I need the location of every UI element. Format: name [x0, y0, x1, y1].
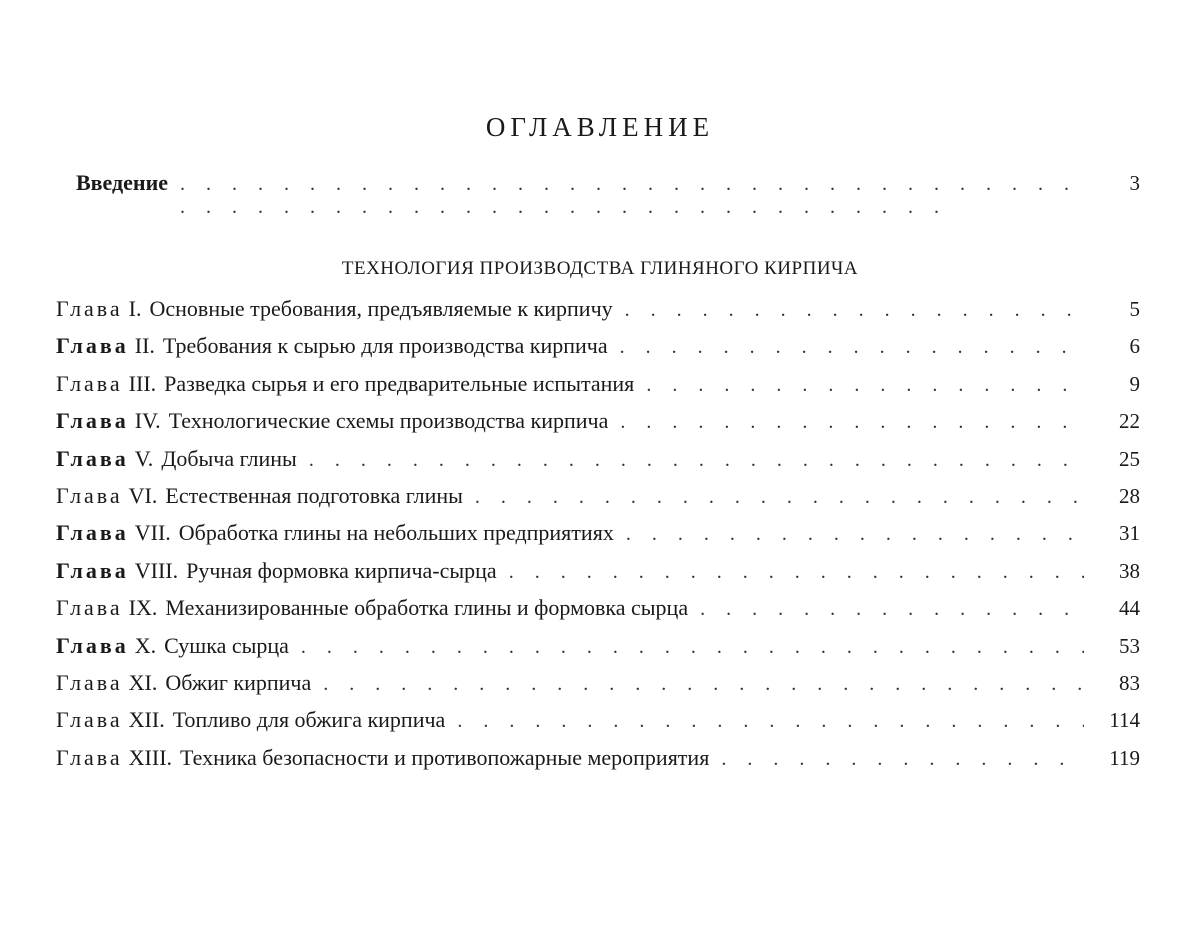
toc-page-number: 53 — [1119, 633, 1140, 658]
chapter-label: Глава — [56, 632, 129, 658]
chapter-number: I. — [128, 296, 142, 321]
dot-leader — [323, 673, 1084, 696]
toc-entry-chapter-8 — [56, 558, 1140, 595]
toc-page-number: 6 — [1129, 334, 1140, 359]
chapter-number: IX. — [128, 595, 158, 621]
toc-page-number: 5 — [1129, 297, 1140, 321]
chapter-number: V. — [134, 445, 154, 471]
chapter-number: XII. — [128, 707, 165, 733]
chapter-title: Основные требования, предъявляемые к кирпичу — [149, 296, 613, 321]
chapter-number: XI. — [128, 669, 158, 695]
toc-page-number: 44 — [1119, 596, 1140, 621]
toc-page-number: 38 — [1119, 558, 1140, 583]
toc-entry-chapter-7 — [56, 520, 1140, 557]
dot-leader — [509, 561, 1084, 584]
toc-entry-chapter-5 — [56, 446, 1140, 483]
chapter-title: Добыча глины — [161, 445, 297, 471]
chapter-title: Технологические схемы производства кирпича — [168, 408, 609, 434]
chapter-number: X. — [134, 632, 157, 658]
chapter-title: Требования к сырью для производства кирпича — [162, 333, 608, 359]
toc-entry-title: Введение — [76, 170, 169, 195]
dot-leader — [309, 449, 1084, 472]
toc-entry-chapter-6 — [56, 483, 1140, 520]
toc-entry-chapter-3 — [56, 371, 1140, 408]
dot-leader — [700, 598, 1084, 621]
page-title: ОГЛАВЛЕНИЕ — [485, 112, 715, 142]
chapter-label: Глава — [56, 482, 123, 508]
dot-leader — [180, 173, 1084, 219]
chapter-title: Обработка глины на небольших предприятиях — [178, 520, 614, 546]
chapter-title: Топливо для обжига кирпича — [172, 707, 446, 733]
chapter-label: Глава — [56, 595, 123, 621]
toc-page-number: 83 — [1119, 670, 1140, 695]
chapter-label: Глава — [56, 669, 123, 695]
chapter-title: Ручная формовка кирпича-сырца — [186, 557, 497, 583]
dot-leader — [625, 299, 1084, 322]
dot-leader — [301, 636, 1084, 659]
chapter-label: Глава — [56, 744, 123, 770]
toc-page-number: 3 — [1129, 171, 1140, 195]
chapter-label: Глава — [56, 707, 123, 733]
chapter-title: Механизированные обработка глины и формовка сырца — [165, 595, 689, 621]
dot-leader — [620, 411, 1084, 434]
chapter-label: Глава — [56, 520, 129, 546]
chapter-label: Глава — [56, 370, 123, 396]
toc-page-number: 9 — [1129, 371, 1140, 396]
toc-page-number: 119 — [1109, 745, 1140, 770]
toc-entry-chapter-11 — [56, 670, 1140, 707]
toc-page-number: 22 — [1119, 409, 1140, 434]
toc-page-number: 114 — [1109, 708, 1140, 733]
toc-page-number: 28 — [1119, 483, 1140, 508]
toc-entry-chapter-4 — [56, 408, 1140, 445]
chapter-title: Обжиг кирпича — [165, 669, 312, 695]
chapter-number: XIII. — [128, 744, 173, 770]
toc-entry-chapter-10 — [56, 633, 1140, 670]
toc-entry-chapter-12 — [56, 707, 1140, 744]
chapter-title: Разведка сырья и его предварительные испытания — [164, 370, 635, 396]
chapter-label: Глава — [56, 333, 129, 359]
chapter-number: II. — [134, 333, 155, 359]
dot-leader — [475, 486, 1084, 509]
chapter-number: VII. — [134, 520, 171, 546]
chapter-number: VI. — [128, 482, 158, 508]
chapter-number: III. — [128, 370, 157, 396]
chapter-title: Техника безопасности и противопожарные мероприятия — [180, 744, 710, 770]
chapter-label: Глава — [56, 408, 129, 434]
chapter-label: Глава — [56, 296, 123, 321]
toc-entry-chapter-2 — [56, 333, 1140, 370]
dot-leader — [457, 710, 1084, 733]
chapter-list — [56, 296, 1140, 782]
chapter-label: Глава — [56, 557, 129, 583]
dot-leader — [646, 374, 1084, 397]
chapter-title: Естественная подготовка глины — [165, 482, 463, 508]
toc-entry-chapter-9 — [56, 595, 1140, 632]
toc-entry-introduction — [76, 170, 1140, 202]
chapter-number: IV. — [134, 408, 161, 434]
dot-leader — [721, 748, 1084, 771]
section-title: ТЕХНОЛОГИЯ ПРОИЗВОДСТВА ГЛИНЯНОГО КИРПИЧА — [341, 258, 859, 279]
chapter-title: Сушка сырца — [164, 632, 289, 658]
chapter-number: VIII. — [134, 557, 179, 583]
toc-entry-chapter-1 — [56, 296, 1140, 333]
dot-leader — [626, 523, 1084, 546]
toc-page-number: 25 — [1119, 446, 1140, 471]
chapter-label: Глава — [56, 445, 129, 471]
dot-leader — [620, 336, 1084, 359]
toc-entry-chapter-13 — [56, 745, 1140, 782]
toc-page-number: 31 — [1119, 521, 1140, 546]
